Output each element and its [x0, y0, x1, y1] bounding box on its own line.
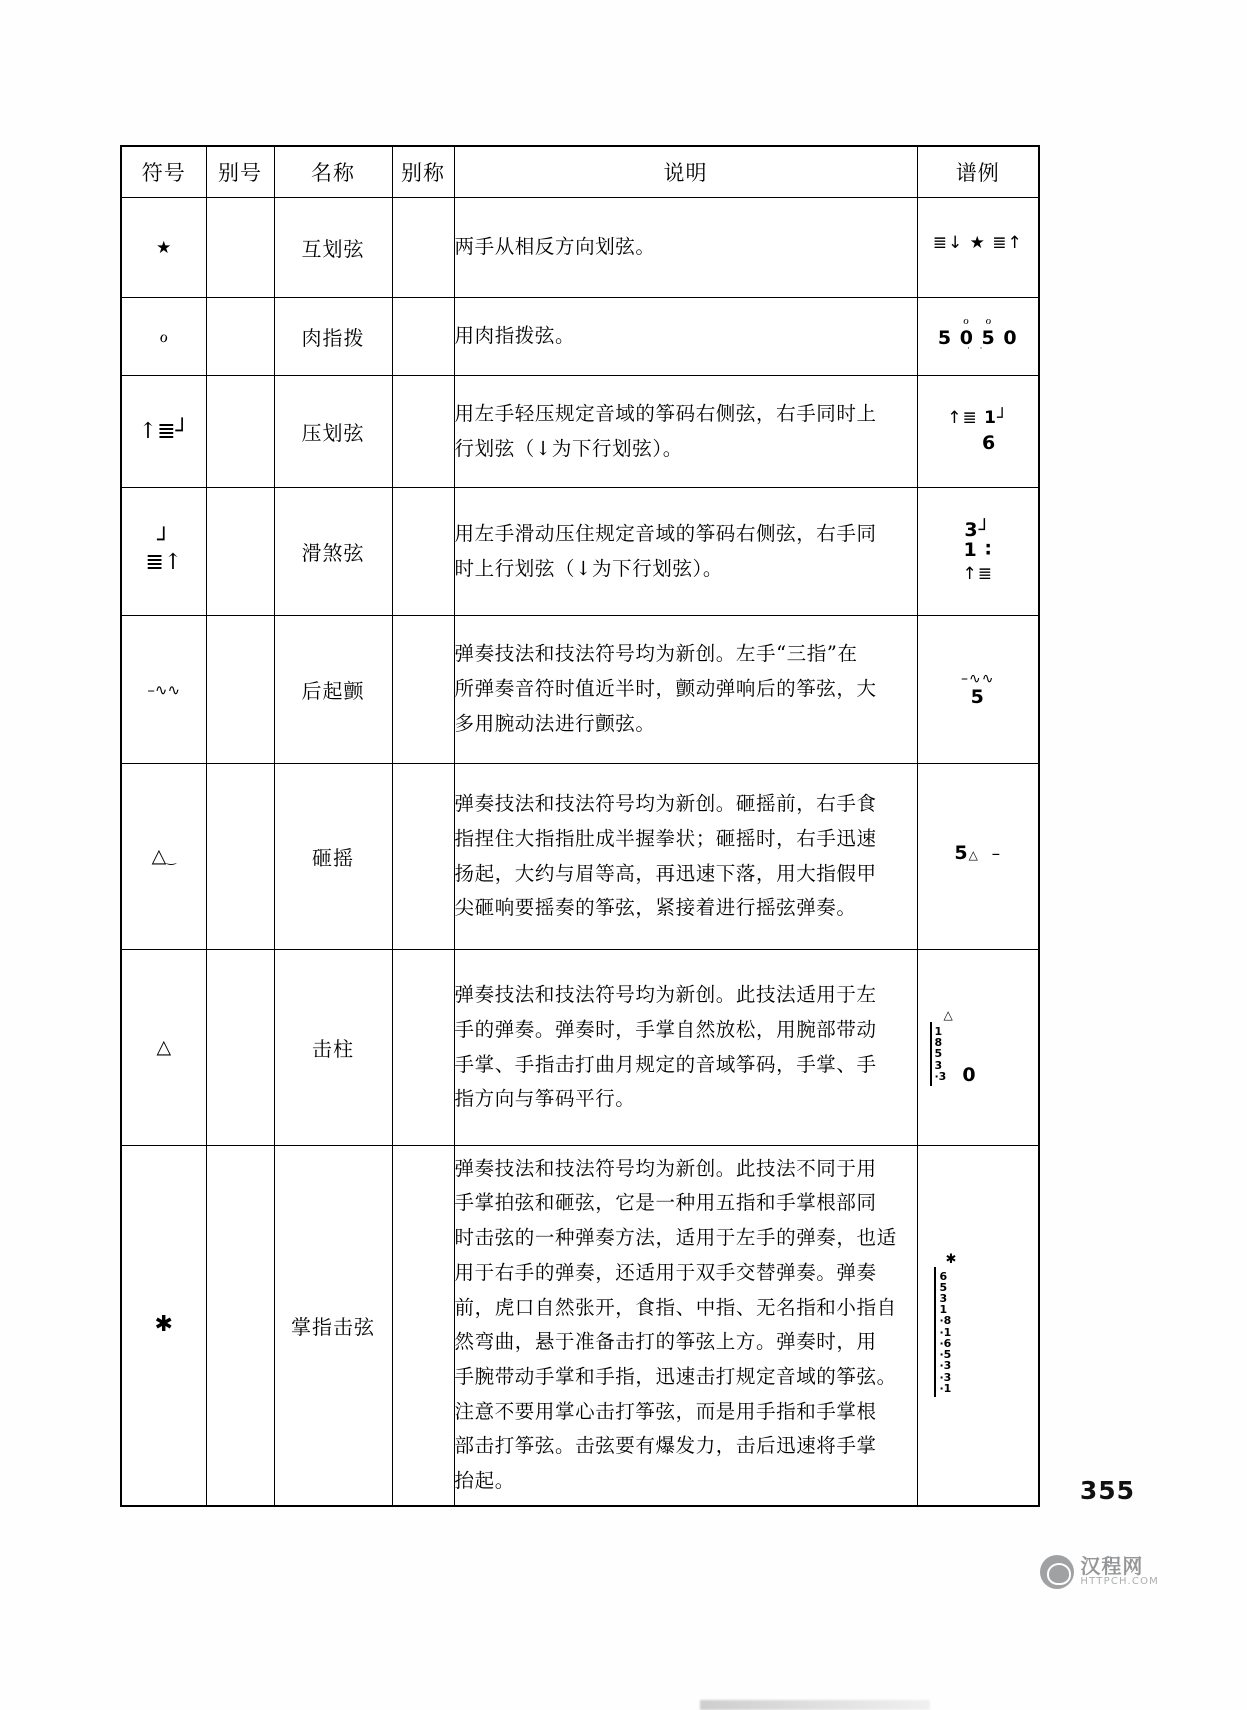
- notation-example-cell: [917, 198, 1039, 298]
- watermark-logo-icon: [1040, 1555, 1074, 1589]
- description-line: 两手从相反方向划弦。: [454, 235, 656, 259]
- name-cell: 肉指拨: [274, 298, 392, 376]
- alt-symbol-cell: [206, 376, 274, 488]
- description-cell: [454, 950, 917, 1146]
- header-name: 名称: [274, 146, 392, 198]
- watermark-site-name: 汉程网: [1080, 1554, 1144, 1579]
- description-cell: [454, 488, 917, 616]
- notation-underdots: ̇ ̇: [970, 347, 985, 359]
- smash-tremolo-icon: △‿: [151, 845, 176, 867]
- alt-name-cell: [392, 488, 454, 616]
- alt-symbol-cell: [206, 950, 274, 1146]
- table-row: [121, 198, 1039, 298]
- header-symbol: 符号: [121, 146, 206, 198]
- notation-numbers: 6: [959, 432, 997, 455]
- name-cell: 压划弦: [274, 376, 392, 488]
- description-line: 用肉指拨弦。: [454, 324, 576, 348]
- notation-example-cell: [917, 950, 1039, 1146]
- description-line: 行划弦（↓为下行划弦）。: [454, 436, 683, 460]
- alt-symbol-cell: [206, 764, 274, 950]
- description-line: 用左手滑动压住规定音域的筝码右侧弦，右手同: [454, 521, 877, 545]
- notation-accents: –∿∿: [961, 670, 995, 687]
- notation-example-cell: [917, 1146, 1039, 1506]
- header-description: 说明: [454, 146, 917, 198]
- notation-example: [918, 1009, 1051, 1086]
- notation-numbers: 3┘: [964, 518, 992, 541]
- notation-rest: 0: [962, 1064, 976, 1087]
- notation-glyphs: ↑≣: [962, 563, 993, 584]
- description-line: 指方向与筝码平行。: [454, 1087, 636, 1111]
- table-row: [121, 376, 1039, 488]
- name-cell: 互划弦: [274, 198, 392, 298]
- flesh-pluck-icon: ℴ: [159, 325, 169, 347]
- watermark-text: [1080, 1556, 1159, 1588]
- table-row: [121, 1146, 1039, 1506]
- header-alt-symbol: 别号: [206, 146, 274, 198]
- notation-example: [918, 843, 1039, 871]
- header-example: 谱例: [917, 146, 1039, 198]
- description-line: 手腕带动手掌和手指，迅速击打规定音域的筝弦。: [454, 1364, 897, 1388]
- notation-accents: ✱: [945, 1252, 958, 1268]
- notation-example: [918, 234, 1039, 262]
- description-line: 注意不要用掌心击打筝弦，而是用手指和手掌根: [454, 1399, 877, 1423]
- star-icon: ★: [156, 238, 172, 258]
- symbol-cell: [121, 488, 206, 616]
- description-line: 弹奏技法和技法符号均为新创。砸摇前，右手食: [454, 792, 877, 816]
- description-line: 手掌拍弦和砸弦，它是一种用五指和手掌根部同: [454, 1191, 877, 1215]
- table-body: [121, 198, 1039, 1506]
- bracket-line: [934, 1267, 936, 1397]
- name-cell: 击柱: [274, 950, 392, 1146]
- symbol-cell: [121, 376, 206, 488]
- table-row: [121, 298, 1039, 376]
- bridge-strike-icon: △: [156, 1036, 172, 1058]
- symbol-cell: [121, 616, 206, 764]
- description-line: 弹奏技法和技法符号均为新创。左手“三指”在: [454, 642, 858, 666]
- scan-artifact: [700, 1700, 930, 1710]
- description-line: 前，虎口自然张开，食指、中指、无名指和小指自: [454, 1295, 897, 1319]
- watermark-site-url: HTTPCH.COM: [1080, 1576, 1159, 1588]
- alt-name-cell: [392, 616, 454, 764]
- chord-stack: 6 5 3 1 ·8 ·1 ·6 ·5 ·3 ·3 ·1: [939, 1269, 952, 1395]
- description-line: 所弹奏音符时值近半时，颤动弹响后的筝弦，大: [454, 677, 877, 701]
- name-cell: 砸摇: [274, 764, 392, 950]
- symbol-cell: [121, 298, 206, 376]
- name-cell: 后起颤: [274, 616, 392, 764]
- description-cell: [454, 376, 917, 488]
- palm-finger-strike-icon: ✱: [154, 1312, 173, 1338]
- notation-example: [918, 672, 1039, 708]
- notation-numbers: 5 0 5 0: [937, 326, 1018, 349]
- description-line: 然弯曲，悬于准备击打的筝弦上方。弹奏时，用: [454, 1330, 877, 1354]
- description-line: 尖砸响要摇奏的筝弦，紧接着进行摇弦弹奏。: [454, 896, 857, 920]
- notation-example-cell: [917, 376, 1039, 488]
- notation-example: [918, 314, 1039, 359]
- table-row: [121, 950, 1039, 1146]
- description-cell: [454, 764, 917, 950]
- description-line: 用于右手的弹奏，还适用于双手交替弹奏。弹奏: [454, 1260, 877, 1284]
- alt-name-cell: [392, 198, 454, 298]
- notation-example: [918, 409, 1039, 454]
- notation-accents: △: [943, 1008, 954, 1023]
- alt-symbol-cell: [206, 198, 274, 298]
- bracket-line: [930, 1022, 932, 1086]
- symbol-cell: [121, 1146, 206, 1506]
- slide-damp-icon: ┘ ≣↑: [145, 527, 183, 575]
- alt-name-cell: [392, 1146, 454, 1506]
- description-line: 时上行划弦（↓为下行划弦）。: [454, 556, 723, 580]
- notation-example-cell: [917, 616, 1039, 764]
- notation-numbers: 5: [970, 685, 985, 708]
- name-cell: 掌指击弦: [274, 1146, 392, 1506]
- table-row: [121, 616, 1039, 764]
- symbol-reference-table: [120, 145, 1040, 1507]
- table-row: [121, 764, 1039, 950]
- description-line: 指捏住大指指肚成半握拳状；砸摇时，右手迅速: [454, 826, 877, 850]
- notation-example-cell: [917, 298, 1039, 376]
- table-header: [121, 146, 1039, 198]
- notation-example: [918, 520, 1039, 583]
- notation-example: [918, 1253, 1055, 1397]
- description-cell: [454, 616, 917, 764]
- notation-example-cell: [917, 764, 1039, 950]
- description-line: 弹奏技法和技法符号均为新创。此技法适用于左: [454, 983, 877, 1007]
- description-cell: [454, 298, 917, 376]
- notation-example-cell: [917, 488, 1039, 616]
- description-line: 手掌、手指击打曲月规定的音域筝码，手掌、手: [454, 1052, 877, 1076]
- description-line: 时击弦的一种弹奏方法，适用于左手的弹奏，也适: [454, 1226, 897, 1250]
- press-glissando-icon: ↑≣┘: [138, 418, 189, 444]
- description-line: 部击打筝弦。击弦要有爆发力，击后迅速将手掌: [454, 1434, 877, 1458]
- alt-symbol-cell: [206, 616, 274, 764]
- notation-glyphs: ≣↓ ★ ≣↑: [932, 232, 1023, 253]
- symbol-reference-table-wrapper: [120, 145, 1038, 1507]
- description-cell: [454, 198, 917, 298]
- watermark: [1040, 1555, 1159, 1589]
- header-alt-name: 别称: [392, 146, 454, 198]
- alt-name-cell: [392, 950, 454, 1146]
- description-cell: [454, 1146, 917, 1506]
- description-line: 弹奏技法和技法符号均为新创。此技法不同于用: [454, 1156, 877, 1180]
- symbol-cell: [121, 764, 206, 950]
- alt-symbol-cell: [206, 1146, 274, 1506]
- symbol-cell: [121, 950, 206, 1146]
- notation-accents: ℴ ℴ: [963, 312, 993, 328]
- notation-glyphs: ↑≣ 1┘: [947, 408, 1009, 429]
- alt-symbol-cell: [206, 298, 274, 376]
- table-row: [121, 488, 1039, 616]
- late-vibrato-icon: –∿∿: [147, 681, 181, 699]
- page-number: 355: [1079, 1476, 1135, 1505]
- alt-name-cell: [392, 376, 454, 488]
- symbol-cell: [121, 198, 206, 298]
- notation-glyphs: 5△ –: [954, 841, 1002, 864]
- alt-name-cell: [392, 298, 454, 376]
- notation-numbers: 1 ∶: [963, 539, 992, 562]
- description-line: 用左手轻压规定音域的筝码右侧弦，右手同时上: [454, 401, 877, 425]
- alt-name-cell: [392, 764, 454, 950]
- description-line: 抬起。: [454, 1469, 515, 1493]
- description-line: 多用腕动法进行颤弦。: [454, 711, 656, 735]
- header-row: [121, 146, 1039, 198]
- alt-symbol-cell: [206, 488, 274, 616]
- chord-stack: 1 8 5 3 ·3: [934, 1024, 947, 1083]
- description-line: 手的弹奏。弹奏时，手掌自然放松，用腕部带动: [454, 1017, 877, 1041]
- description-line: 扬起，大约与眉等高，再迅速下落，用大指假甲: [454, 861, 877, 885]
- name-cell: 滑煞弦: [274, 488, 392, 616]
